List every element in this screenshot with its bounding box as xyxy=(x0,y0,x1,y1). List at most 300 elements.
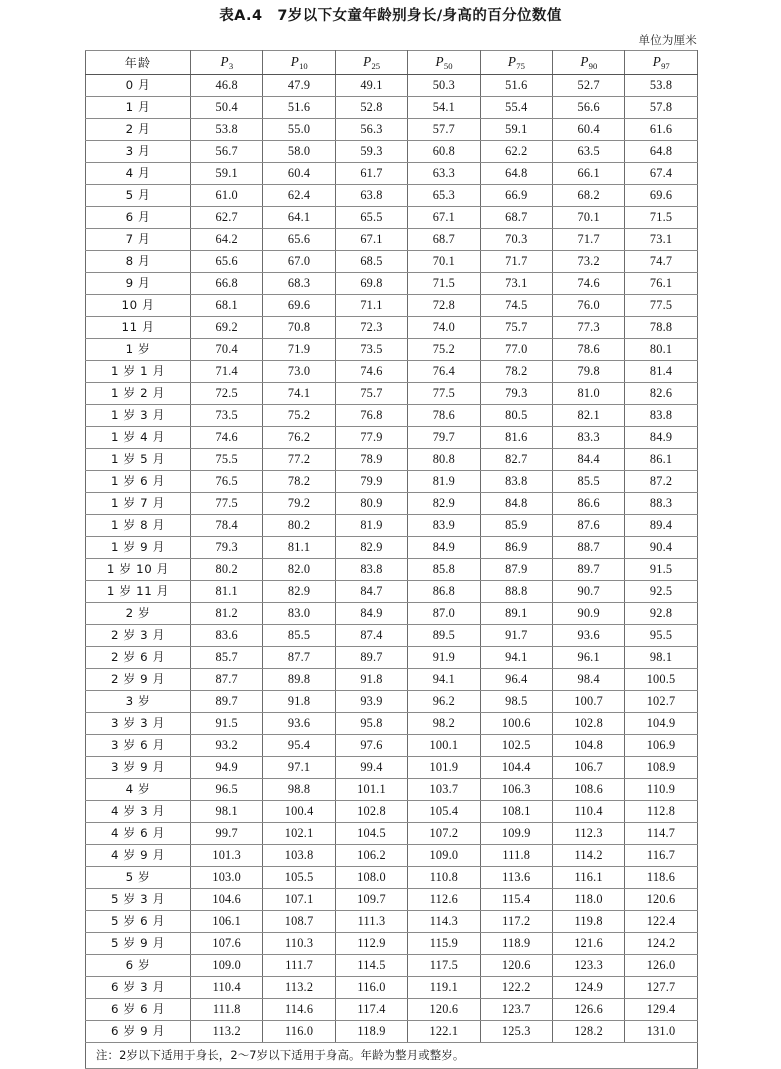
cell-p50: 79.7 xyxy=(408,427,480,449)
cell-p97: 118.6 xyxy=(625,867,697,889)
cell-p25: 72.3 xyxy=(335,317,407,339)
cell-p25: 101.1 xyxy=(335,779,407,801)
cell-p3: 74.6 xyxy=(191,427,263,449)
cell-p10: 71.9 xyxy=(263,339,335,361)
cell-p90: 126.6 xyxy=(552,999,624,1021)
cell-p25: 82.9 xyxy=(335,537,407,559)
cell-p50: 94.1 xyxy=(408,669,480,691)
cell-p25: 76.8 xyxy=(335,405,407,427)
cell-p97: 116.7 xyxy=(625,845,697,867)
cell-p50: 96.2 xyxy=(408,691,480,713)
cell-p90: 82.1 xyxy=(552,405,624,427)
cell-p3: 93.2 xyxy=(191,735,263,757)
cell-p97: 69.6 xyxy=(625,185,697,207)
cell-p75: 84.8 xyxy=(480,493,552,515)
cell-p50: 74.0 xyxy=(408,317,480,339)
cell-p50: 109.0 xyxy=(408,845,480,867)
cell-p75: 123.7 xyxy=(480,999,552,1021)
cell-p90: 73.2 xyxy=(552,251,624,273)
table-row xyxy=(86,537,698,559)
cell-p90: 104.8 xyxy=(552,735,624,757)
percentile-table xyxy=(85,50,698,1069)
cell-p97: 126.0 xyxy=(625,955,697,977)
cell-age: 2 岁 xyxy=(86,603,191,625)
cell-p90: 90.9 xyxy=(552,603,624,625)
cell-p97: 91.5 xyxy=(625,559,697,581)
cell-p97: 90.4 xyxy=(625,537,697,559)
cell-p75: 64.8 xyxy=(480,163,552,185)
table-row xyxy=(86,405,698,427)
cell-p50: 114.3 xyxy=(408,911,480,933)
cell-p3: 46.8 xyxy=(191,75,263,97)
cell-p3: 69.2 xyxy=(191,317,263,339)
column-header-p75 xyxy=(480,51,552,75)
cell-age: 7 月 xyxy=(86,229,191,251)
cell-p97: 106.9 xyxy=(625,735,697,757)
cell-p97: 102.7 xyxy=(625,691,697,713)
cell-p25: 63.8 xyxy=(335,185,407,207)
cell-p10: 73.0 xyxy=(263,361,335,383)
cell-p25: 104.5 xyxy=(335,823,407,845)
cell-p97: 127.7 xyxy=(625,977,697,999)
cell-p90: 79.8 xyxy=(552,361,624,383)
cell-age: 0 月 xyxy=(86,75,191,97)
cell-p90: 88.7 xyxy=(552,537,624,559)
cell-p75: 122.2 xyxy=(480,977,552,999)
cell-p97: 129.4 xyxy=(625,999,697,1021)
column-header-age xyxy=(86,51,191,75)
cell-p3: 66.8 xyxy=(191,273,263,295)
cell-p3: 107.6 xyxy=(191,933,263,955)
cell-p75: 89.1 xyxy=(480,603,552,625)
table-row xyxy=(86,295,698,317)
cell-p3: 103.0 xyxy=(191,867,263,889)
cell-age: 5 岁 3 月 xyxy=(86,889,191,911)
cell-p3: 64.2 xyxy=(191,229,263,251)
table-row xyxy=(86,75,698,97)
cell-p90: 52.7 xyxy=(552,75,624,97)
cell-age: 1 岁 5 月 xyxy=(86,449,191,471)
cell-p97: 92.8 xyxy=(625,603,697,625)
cell-p3: 53.8 xyxy=(191,119,263,141)
cell-p97: 86.1 xyxy=(625,449,697,471)
cell-p75: 75.7 xyxy=(480,317,552,339)
cell-p75: 79.3 xyxy=(480,383,552,405)
cell-age: 1 岁 8 月 xyxy=(86,515,191,537)
cell-p50: 85.8 xyxy=(408,559,480,581)
cell-p75: 85.9 xyxy=(480,515,552,537)
cell-p50: 71.5 xyxy=(408,273,480,295)
cell-p50: 72.8 xyxy=(408,295,480,317)
cell-p10: 81.1 xyxy=(263,537,335,559)
cell-p50: 117.5 xyxy=(408,955,480,977)
cell-p25: 65.5 xyxy=(335,207,407,229)
cell-p50: 120.6 xyxy=(408,999,480,1021)
cell-p50: 98.2 xyxy=(408,713,480,735)
cell-p10: 69.6 xyxy=(263,295,335,317)
cell-p50: 115.9 xyxy=(408,933,480,955)
table-row xyxy=(86,119,698,141)
cell-p3: 56.7 xyxy=(191,141,263,163)
cell-p97: 89.4 xyxy=(625,515,697,537)
cell-p10: 110.3 xyxy=(263,933,335,955)
cell-p90: 116.1 xyxy=(552,867,624,889)
table-row xyxy=(86,207,698,229)
cell-p50: 67.1 xyxy=(408,207,480,229)
cell-age: 3 月 xyxy=(86,141,191,163)
cell-p50: 68.7 xyxy=(408,229,480,251)
cell-age: 3 岁 3 月 xyxy=(86,713,191,735)
cell-p10: 64.1 xyxy=(263,207,335,229)
cell-p90: 77.3 xyxy=(552,317,624,339)
cell-p25: 112.9 xyxy=(335,933,407,955)
table-row xyxy=(86,383,698,405)
cell-p90: 102.8 xyxy=(552,713,624,735)
cell-p25: 106.2 xyxy=(335,845,407,867)
cell-p3: 61.0 xyxy=(191,185,263,207)
cell-p75: 117.2 xyxy=(480,911,552,933)
cell-p90: 98.4 xyxy=(552,669,624,691)
cell-age: 5 月 xyxy=(86,185,191,207)
cell-p50: 63.3 xyxy=(408,163,480,185)
cell-p90: 118.0 xyxy=(552,889,624,911)
cell-age: 1 岁 1 月 xyxy=(86,361,191,383)
cell-p3: 78.4 xyxy=(191,515,263,537)
cell-p3: 110.4 xyxy=(191,977,263,999)
table-row xyxy=(86,933,698,955)
cell-p3: 106.1 xyxy=(191,911,263,933)
table-row xyxy=(86,427,698,449)
cell-p97: 67.4 xyxy=(625,163,697,185)
cell-p75: 104.4 xyxy=(480,757,552,779)
cell-p75: 125.3 xyxy=(480,1021,552,1043)
cell-p75: 111.8 xyxy=(480,845,552,867)
cell-p75: 86.9 xyxy=(480,537,552,559)
table-title: 表A.4 7岁以下女童年龄别身长/身高的百分位数值 xyxy=(219,8,562,24)
cell-p3: 101.3 xyxy=(191,845,263,867)
table-row xyxy=(86,845,698,867)
cell-age: 2 岁 9 月 xyxy=(86,669,191,691)
cell-p10: 67.0 xyxy=(263,251,335,273)
cell-p90: 74.6 xyxy=(552,273,624,295)
cell-p10: 111.7 xyxy=(263,955,335,977)
table-row xyxy=(86,251,698,273)
cell-age: 3 岁 6 月 xyxy=(86,735,191,757)
cell-p10: 93.6 xyxy=(263,713,335,735)
cell-p97: 92.5 xyxy=(625,581,697,603)
cell-p3: 65.6 xyxy=(191,251,263,273)
table-row xyxy=(86,823,698,845)
cell-p10: 95.4 xyxy=(263,735,335,757)
cell-p3: 81.2 xyxy=(191,603,263,625)
cell-age: 1 岁 3 月 xyxy=(86,405,191,427)
cell-p50: 87.0 xyxy=(408,603,480,625)
cell-p90: 128.2 xyxy=(552,1021,624,1043)
cell-p25: 81.9 xyxy=(335,515,407,537)
percentile-table-container xyxy=(85,50,697,1069)
unit-label: 单位为厘米 xyxy=(638,33,697,47)
cell-p10: 113.2 xyxy=(263,977,335,999)
cell-p50: 75.2 xyxy=(408,339,480,361)
cell-p90: 76.0 xyxy=(552,295,624,317)
cell-age: 5 岁 xyxy=(86,867,191,889)
cell-p25: 91.8 xyxy=(335,669,407,691)
cell-p75: 115.4 xyxy=(480,889,552,911)
table-note: 注：2岁以下适用于身长，2～7岁以下适用于身高。年龄为整月或整岁。 xyxy=(86,1043,698,1069)
table-row xyxy=(86,273,698,295)
cell-p10: 105.5 xyxy=(263,867,335,889)
cell-p25: 116.0 xyxy=(335,977,407,999)
table-row xyxy=(86,647,698,669)
cell-p50: 89.5 xyxy=(408,625,480,647)
table-row xyxy=(86,185,698,207)
table-row xyxy=(86,625,698,647)
cell-age: 1 岁 11 月 xyxy=(86,581,191,603)
cell-p97: 120.6 xyxy=(625,889,697,911)
cell-p3: 71.4 xyxy=(191,361,263,383)
cell-p90: 68.2 xyxy=(552,185,624,207)
cell-p50: 70.1 xyxy=(408,251,480,273)
column-header-p3 xyxy=(191,51,263,75)
cell-p97: 81.4 xyxy=(625,361,697,383)
cell-p75: 74.5 xyxy=(480,295,552,317)
cell-p75: 94.1 xyxy=(480,647,552,669)
cell-age: 2 岁 6 月 xyxy=(86,647,191,669)
cell-p25: 61.7 xyxy=(335,163,407,185)
cell-p50: 50.3 xyxy=(408,75,480,97)
column-header-p10 xyxy=(263,51,335,75)
column-header-age-label: 年龄 xyxy=(124,55,152,70)
cell-p90: 83.3 xyxy=(552,427,624,449)
cell-age: 1 月 xyxy=(86,97,191,119)
cell-p10: 47.9 xyxy=(263,75,335,97)
cell-p75: 80.5 xyxy=(480,405,552,427)
cell-p3: 76.5 xyxy=(191,471,263,493)
cell-p90: 90.7 xyxy=(552,581,624,603)
cell-p10: 77.2 xyxy=(263,449,335,471)
cell-p50: 81.9 xyxy=(408,471,480,493)
table-row xyxy=(86,713,698,735)
cell-p3: 85.7 xyxy=(191,647,263,669)
p3-symbol: $P_3$ xyxy=(220,54,234,71)
cell-p10: 51.6 xyxy=(263,97,335,119)
column-header-p50 xyxy=(408,51,480,75)
cell-p10: 107.1 xyxy=(263,889,335,911)
cell-p10: 89.8 xyxy=(263,669,335,691)
cell-p75: 96.4 xyxy=(480,669,552,691)
cell-p25: 59.3 xyxy=(335,141,407,163)
cell-p90: 119.8 xyxy=(552,911,624,933)
table-header xyxy=(86,51,698,75)
cell-p97: 112.8 xyxy=(625,801,697,823)
cell-p10: 103.8 xyxy=(263,845,335,867)
cell-p90: 110.4 xyxy=(552,801,624,823)
cell-p10: 82.0 xyxy=(263,559,335,581)
cell-age: 6 岁 9 月 xyxy=(86,1021,191,1043)
cell-p10: 97.1 xyxy=(263,757,335,779)
cell-p75: 113.6 xyxy=(480,867,552,889)
table-row xyxy=(86,999,698,1021)
cell-p25: 87.4 xyxy=(335,625,407,647)
cell-p25: 109.7 xyxy=(335,889,407,911)
table-row xyxy=(86,97,698,119)
cell-p75: 102.5 xyxy=(480,735,552,757)
cell-p10: 79.2 xyxy=(263,493,335,515)
cell-p3: 98.1 xyxy=(191,801,263,823)
table-row xyxy=(86,955,698,977)
cell-p90: 66.1 xyxy=(552,163,624,185)
cell-p10: 62.4 xyxy=(263,185,335,207)
cell-p10: 65.6 xyxy=(263,229,335,251)
cell-p10: 100.4 xyxy=(263,801,335,823)
cell-p75: 59.1 xyxy=(480,119,552,141)
cell-age: 1 岁 9 月 xyxy=(86,537,191,559)
table-row xyxy=(86,339,698,361)
cell-p97: 74.7 xyxy=(625,251,697,273)
cell-p75: 120.6 xyxy=(480,955,552,977)
cell-p10: 68.3 xyxy=(263,273,335,295)
cell-p97: 71.5 xyxy=(625,207,697,229)
cell-p25: 80.9 xyxy=(335,493,407,515)
table-row xyxy=(86,889,698,911)
cell-p10: 60.4 xyxy=(263,163,335,185)
cell-p90: 60.4 xyxy=(552,119,624,141)
cell-age: 8 月 xyxy=(86,251,191,273)
cell-p25: 84.9 xyxy=(335,603,407,625)
cell-p25: 78.9 xyxy=(335,449,407,471)
cell-p97: 131.0 xyxy=(625,1021,697,1043)
p50-symbol: $P_{50}$ xyxy=(435,54,453,71)
cell-p25: 73.5 xyxy=(335,339,407,361)
cell-p75: 100.6 xyxy=(480,713,552,735)
cell-p25: 97.6 xyxy=(335,735,407,757)
table-row xyxy=(86,361,698,383)
cell-age: 4 岁 3 月 xyxy=(86,801,191,823)
cell-age: 6 岁 3 月 xyxy=(86,977,191,999)
header-row xyxy=(86,51,698,75)
table-row xyxy=(86,735,698,757)
table-row xyxy=(86,163,698,185)
cell-p10: 85.5 xyxy=(263,625,335,647)
cell-p3: 109.0 xyxy=(191,955,263,977)
cell-p10: 58.0 xyxy=(263,141,335,163)
column-header-p25 xyxy=(335,51,407,75)
table-row xyxy=(86,757,698,779)
cell-age: 6 月 xyxy=(86,207,191,229)
cell-p3: 83.6 xyxy=(191,625,263,647)
cell-p90: 123.3 xyxy=(552,955,624,977)
cell-p50: 100.1 xyxy=(408,735,480,757)
cell-p97: 124.2 xyxy=(625,933,697,955)
cell-p90: 114.2 xyxy=(552,845,624,867)
cell-p97: 87.2 xyxy=(625,471,697,493)
cell-age: 4 月 xyxy=(86,163,191,185)
table-row xyxy=(86,559,698,581)
cell-p25: 49.1 xyxy=(335,75,407,97)
table-row xyxy=(86,977,698,999)
cell-p25: 56.3 xyxy=(335,119,407,141)
table-row xyxy=(86,141,698,163)
cell-p75: 62.2 xyxy=(480,141,552,163)
cell-p90: 96.1 xyxy=(552,647,624,669)
cell-p25: 67.1 xyxy=(335,229,407,251)
cell-p75: 71.7 xyxy=(480,251,552,273)
cell-p75: 108.1 xyxy=(480,801,552,823)
p10-symbol: $P_{10}$ xyxy=(290,54,308,71)
cell-p97: 122.4 xyxy=(625,911,697,933)
cell-age: 3 岁 9 月 xyxy=(86,757,191,779)
table-row xyxy=(86,603,698,625)
table-row xyxy=(86,911,698,933)
cell-p97: 76.1 xyxy=(625,273,697,295)
cell-p97: 73.1 xyxy=(625,229,697,251)
cell-age: 4 岁 6 月 xyxy=(86,823,191,845)
cell-p97: 78.8 xyxy=(625,317,697,339)
cell-age: 1 岁 7 月 xyxy=(86,493,191,515)
column-header-p90 xyxy=(552,51,624,75)
cell-p75: 106.3 xyxy=(480,779,552,801)
cell-p3: 80.2 xyxy=(191,559,263,581)
cell-p90: 93.6 xyxy=(552,625,624,647)
cell-p90: 70.1 xyxy=(552,207,624,229)
cell-p90: 112.3 xyxy=(552,823,624,845)
cell-p10: 75.2 xyxy=(263,405,335,427)
cell-p10: 114.6 xyxy=(263,999,335,1021)
cell-p10: 76.2 xyxy=(263,427,335,449)
cell-p3: 81.1 xyxy=(191,581,263,603)
p97-symbol: $P_{97}$ xyxy=(652,54,670,71)
cell-age: 3 岁 xyxy=(86,691,191,713)
cell-p90: 86.6 xyxy=(552,493,624,515)
table-row xyxy=(86,581,698,603)
table-row xyxy=(86,801,698,823)
cell-age: 6 岁 xyxy=(86,955,191,977)
cell-p97: 95.5 xyxy=(625,625,697,647)
cell-p75: 73.1 xyxy=(480,273,552,295)
cell-age: 10 月 xyxy=(86,295,191,317)
p90-symbol: $P_{90}$ xyxy=(580,54,598,71)
cell-age: 1 岁 6 月 xyxy=(86,471,191,493)
cell-p97: 57.8 xyxy=(625,97,697,119)
cell-p25: 102.8 xyxy=(335,801,407,823)
cell-p90: 56.6 xyxy=(552,97,624,119)
table-row xyxy=(86,449,698,471)
table-row xyxy=(86,317,698,339)
cell-p3: 94.9 xyxy=(191,757,263,779)
cell-p75: 82.7 xyxy=(480,449,552,471)
column-header-p97 xyxy=(625,51,697,75)
cell-p3: 99.7 xyxy=(191,823,263,845)
cell-p10: 74.1 xyxy=(263,383,335,405)
cell-p50: 77.5 xyxy=(408,383,480,405)
cell-p10: 116.0 xyxy=(263,1021,335,1043)
cell-p3: 68.1 xyxy=(191,295,263,317)
table-row xyxy=(86,691,698,713)
cell-p25: 108.0 xyxy=(335,867,407,889)
cell-p3: 62.7 xyxy=(191,207,263,229)
cell-age: 1 岁 10 月 xyxy=(86,559,191,581)
table-row xyxy=(86,779,698,801)
cell-p25: 111.3 xyxy=(335,911,407,933)
cell-p75: 91.7 xyxy=(480,625,552,647)
cell-p3: 79.3 xyxy=(191,537,263,559)
cell-p97: 53.8 xyxy=(625,75,697,97)
cell-p90: 63.5 xyxy=(552,141,624,163)
cell-p75: 78.2 xyxy=(480,361,552,383)
cell-p3: 75.5 xyxy=(191,449,263,471)
cell-p97: 84.9 xyxy=(625,427,697,449)
cell-p75: 51.6 xyxy=(480,75,552,97)
